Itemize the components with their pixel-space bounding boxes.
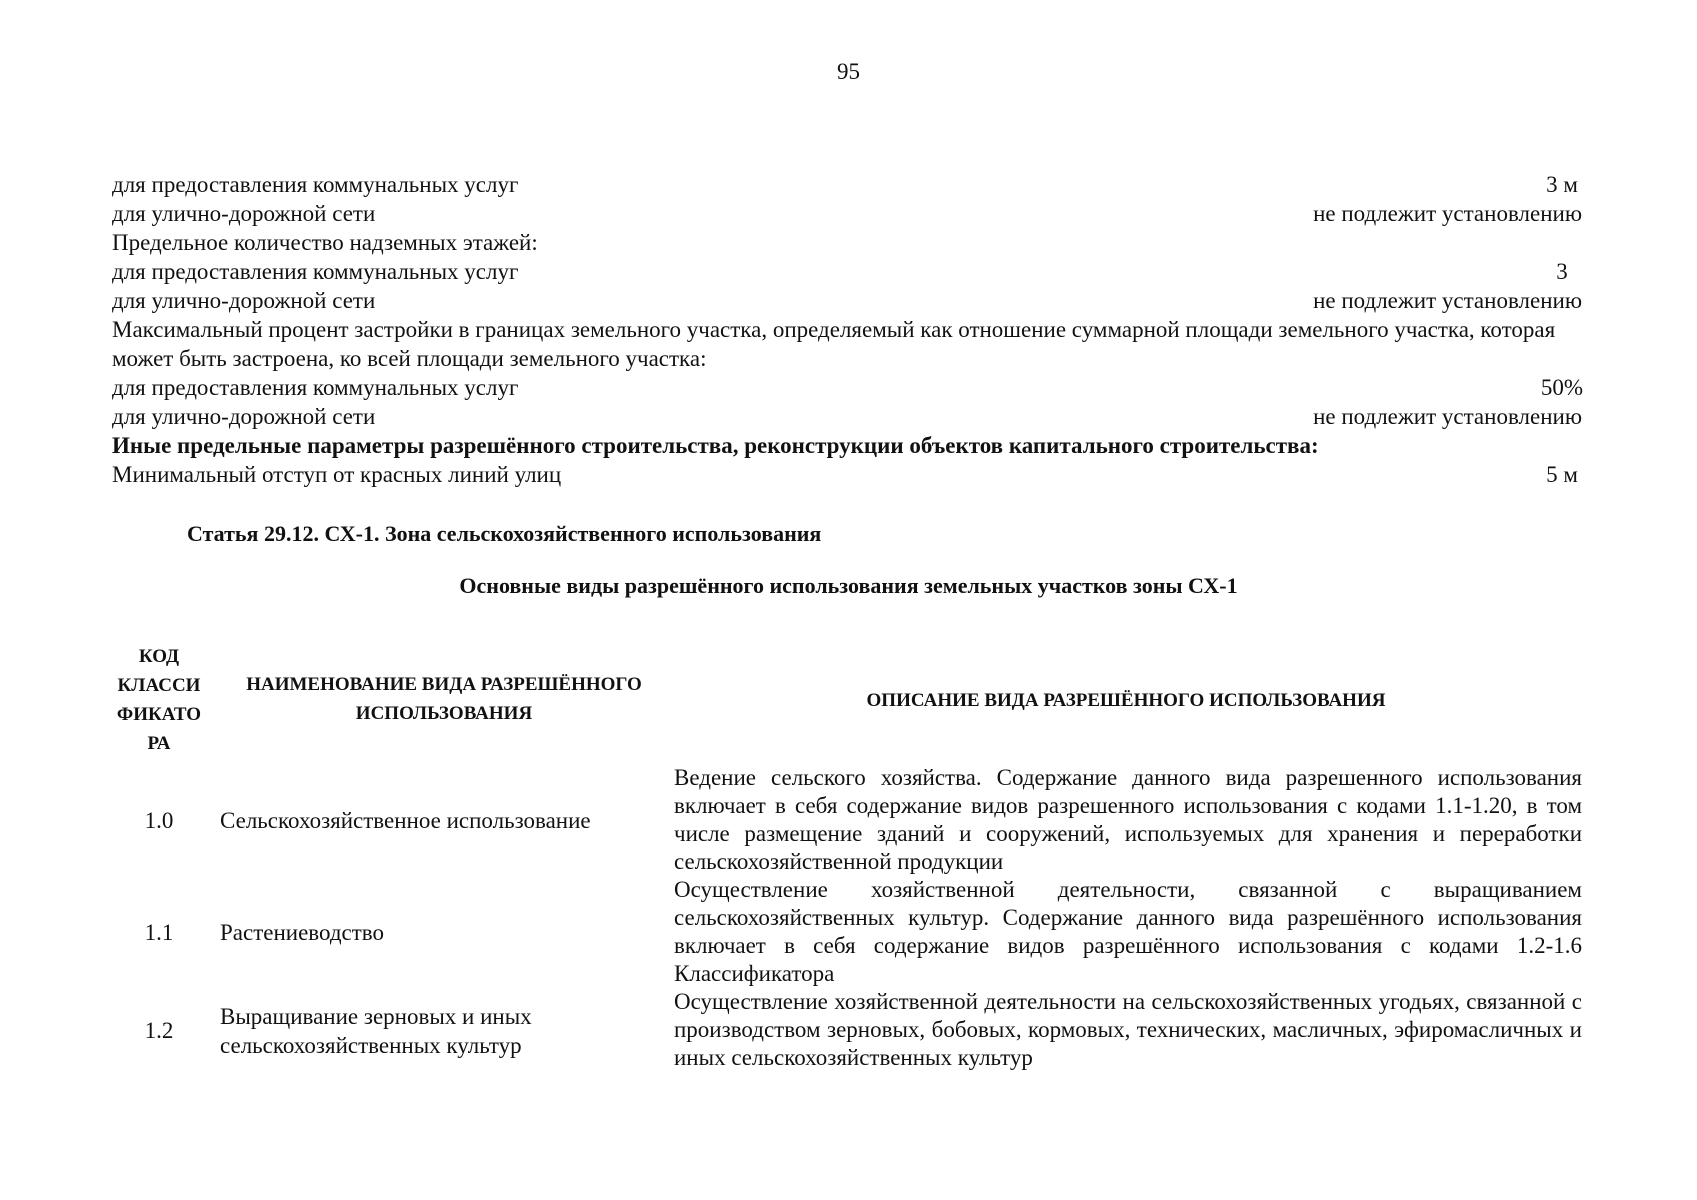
header-name-line: НАИМЕНОВАНИЕ ВИДА РАЗРЕШЁННОГО xyxy=(246,674,642,695)
land-use-table xyxy=(106,642,1586,1078)
param-value: не подлежит установлению xyxy=(1313,288,1582,313)
param-row xyxy=(112,199,1582,228)
row-name: Выращивание зерновых и иных сельскохозяйственных культур xyxy=(220,1004,532,1058)
param-label: для улично-дорожной сети xyxy=(112,288,376,313)
row-name: Растениеводство xyxy=(220,920,384,945)
param-value: не подлежит установлению xyxy=(1313,404,1582,429)
row-code: 1.0 xyxy=(144,808,174,833)
header-code-line: КОД xyxy=(138,646,180,667)
param-label: для предоставления коммунальных услуг xyxy=(112,375,519,400)
param-row xyxy=(112,460,1582,489)
article-title: Статья 29.12. СХ-1. Зона сельскохозяйственного использования xyxy=(187,521,822,546)
header-name xyxy=(224,670,664,728)
param-label: для предоставления коммунальных услуг xyxy=(112,259,519,284)
table-header xyxy=(106,642,1586,758)
param-row xyxy=(112,170,1582,199)
param-row xyxy=(112,431,1582,460)
section-title: Основные виды разрешённого использования земельных участков зоны СХ-1 xyxy=(459,573,1238,598)
param-row xyxy=(112,257,1582,286)
param-label: для улично-дорожной сети xyxy=(112,404,376,429)
param-value: 3 м xyxy=(1546,172,1578,197)
row-description: Осуществление хозяйственной деятельности на сельскохозяйственных угодьях, связанной с производством зерновых, бобовых, кормовых, технических, масличных, эфиромасличных и иных сельскохозяйственных культур xyxy=(674,989,1582,1070)
param-row xyxy=(112,373,1582,402)
param-paragraph: Максимальный процент застройки в границах земельного участка, определяемый как отношение суммарной площади земельного участка, которая может быть застроена, ко всей площади земельного участка: xyxy=(112,317,1556,371)
header-name-line: ИСПОЛЬЗОВАНИЯ xyxy=(355,703,533,724)
row-code: 1.1 xyxy=(144,920,174,945)
param-value: 3 xyxy=(1556,259,1568,284)
param-label: для предоставления коммунальных услуг xyxy=(112,172,519,197)
header-description: ОПИСАНИЕ ВИДА РАЗРЕШЁННОГО ИСПОЛЬЗОВАНИЯ xyxy=(866,690,1386,711)
param-heading: Предельное количество надземных этажей: xyxy=(112,230,538,255)
header-code-line: РА xyxy=(147,733,171,754)
parameters-block xyxy=(112,170,1582,489)
header-code-line: ФИКАТО xyxy=(116,704,202,725)
page-number: 95 xyxy=(837,59,860,84)
header-code-line: КЛАССИ xyxy=(117,675,201,696)
param-value: не подлежит установлению xyxy=(1313,201,1582,226)
param-value: 5 м xyxy=(1546,462,1578,487)
param-row xyxy=(112,286,1582,315)
param-row xyxy=(112,402,1582,431)
param-label: для улично-дорожной сети xyxy=(112,201,376,226)
table-row xyxy=(106,764,1586,876)
row-description: Ведение сельского хозяйства. Содержание данного вида разрешенного использования включает в себя содержание видов разрешенного использования с кодами 1.1-1.20, в том числе размещение зданий и сооружений, используемых для хранения и переработки сельскохозяйственной продукции xyxy=(674,765,1582,874)
param-label: Минимальный отступ от красных линий улиц xyxy=(112,462,562,487)
param-row xyxy=(112,228,1582,257)
param-heading-bold: Иные предельные параметры разрешённого строительства, реконструкции объектов капитального строительства: xyxy=(112,433,1319,458)
table-row xyxy=(106,988,1586,1078)
row-code: 1.2 xyxy=(144,1018,174,1043)
param-value: 50% xyxy=(1540,375,1584,400)
table-row xyxy=(106,876,1586,988)
row-name: Сельскохозяйственное использование xyxy=(220,808,591,833)
row-description: Осуществление хозяйственной деятельности, связанной с выращиванием сельскохозяйственных культур. Содержание данного вида разрешённого использования включает в себя содержание видов разрешённого использования с кодами 1.2-1.6 Классификатора xyxy=(674,877,1582,986)
header-code xyxy=(110,642,208,758)
